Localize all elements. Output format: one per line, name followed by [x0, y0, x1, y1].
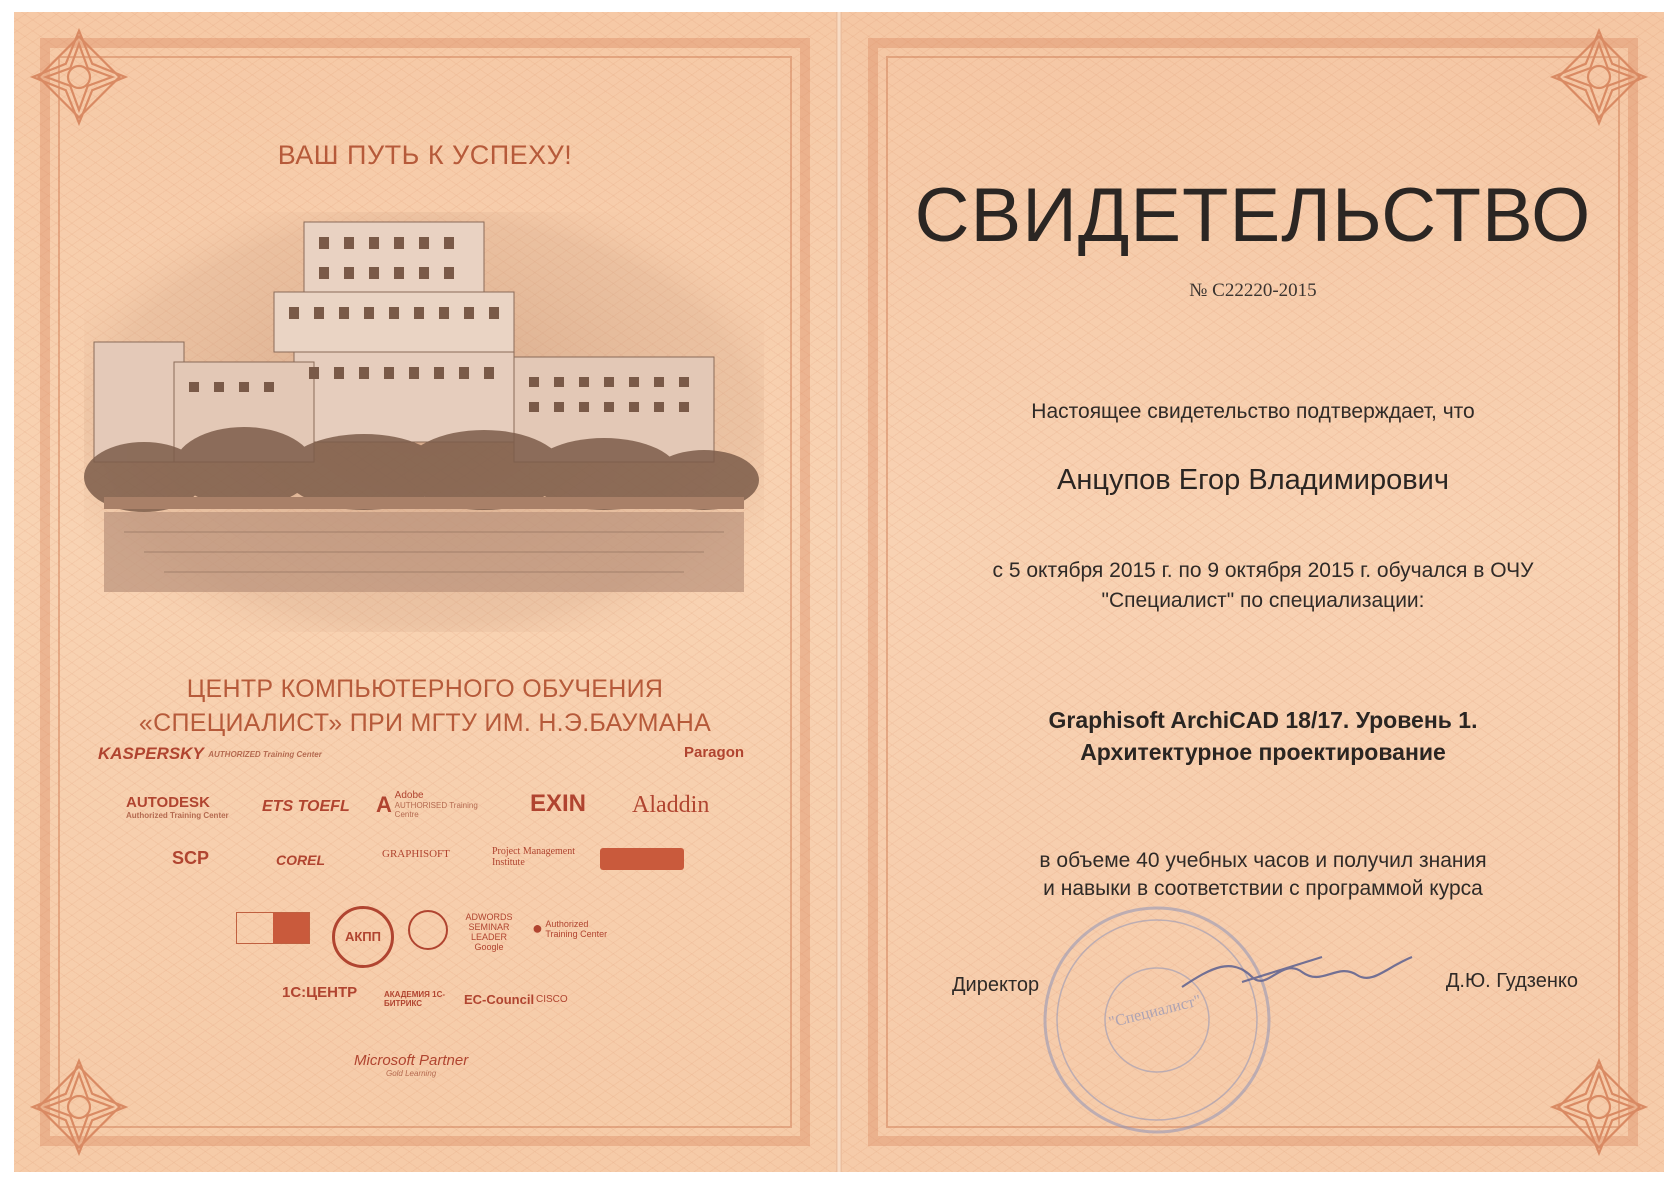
eccouncil-logo-text: EC-Council — [464, 992, 535, 1007]
certificate-number: № C22220-2015 — [1189, 280, 1317, 301]
apple-logo-text: Authorized Training Center — [545, 918, 608, 939]
aladdin-logo — [632, 792, 709, 819]
kaspersky-logo — [98, 744, 322, 764]
adobe-logo: A Adobe AUTHORISED Training Centre — [376, 790, 485, 819]
onec-logo-text: 1С:ЦЕНТР — [282, 984, 358, 1001]
recipient-name: Анцупов Егор Владимирович — [1057, 464, 1449, 496]
eccouncil-logo — [464, 992, 534, 1007]
exin-logo-text: EXIN — [530, 790, 587, 817]
corner-ornament-icon — [24, 22, 134, 132]
microsoft-logo-sub: Gold Learning — [385, 1069, 437, 1078]
kaspersky-logo-sub: AUTHORIZED Training Center — [208, 750, 322, 760]
corel-logo-text: COREL — [276, 852, 325, 868]
course-volume-line2: и навыки в соответствии с программой курса — [1043, 877, 1483, 900]
certificate-title: СВИДЕТЕЛЬСТВО — [914, 173, 1592, 258]
pmi-logo — [492, 846, 582, 868]
autodesk-logo — [126, 794, 229, 820]
toefl-logo-text: ETS TOEFL — [262, 798, 350, 815]
bitrix-logo — [384, 990, 454, 1008]
corner-ornament-icon — [24, 1052, 134, 1162]
bitrix-logo-text: АКАДЕМИЯ 1С-БИТРИКС — [384, 990, 446, 1008]
adobe-logo-sub: AUTHORISED Training Centre — [394, 801, 478, 819]
certificate-sheet — [14, 12, 1664, 1172]
akpp-logo — [332, 906, 394, 968]
study-dates-line1: с 5 октября 2015 г. по 9 октября 2015 г. обучался в ОЧУ — [992, 559, 1534, 582]
exin-logo — [530, 790, 586, 818]
onec-logo — [282, 984, 357, 1001]
adwords-logo-text: ADWORDS SEMINAR LEADER Google — [465, 912, 513, 952]
corner-ornament-icon — [1544, 1052, 1654, 1162]
scp-logo-text: SCP — [172, 848, 210, 868]
autodesk-logo-sub: Authorized Training Center — [126, 811, 229, 820]
building-photo — [84, 212, 764, 632]
microsoft-partner-logo — [354, 1052, 468, 1078]
study-dates-line2: "Специалист" по специализации: — [1101, 589, 1425, 612]
autodesk-logo-text: AUTODESK — [126, 794, 210, 811]
graphisoft-logo — [382, 848, 450, 860]
scp-logo — [172, 848, 209, 869]
course-volume-line1: в объеме 40 учебных часов и получил знания — [1039, 849, 1487, 872]
graphisoft-logo-text: GRAPHISOFT — [382, 848, 450, 860]
stamp-text: "Специалист" — [1107, 992, 1203, 1032]
adwords-logo — [464, 912, 514, 952]
director-signature — [1172, 927, 1442, 1017]
director-label: Директор — [952, 974, 1040, 996]
right-panel — [842, 12, 1664, 1172]
aladdin-logo-text: Aladdin — [632, 792, 710, 818]
course-title-line1: Graphisoft ArchiCAD 18/17. Уровень 1. — [1048, 707, 1478, 733]
center-name-line2: «СПЕЦИАЛИСТ» ПРИ МГТУ ИМ. Н.Э.БАУМАНА — [138, 709, 712, 737]
corner-ornament-icon — [1544, 22, 1654, 132]
apple-logo: ● Authorized Training Center — [532, 918, 615, 939]
corel-logo — [276, 852, 325, 868]
course-title-line2: Архитектурное проектирование — [1080, 739, 1446, 765]
paragon-logo — [684, 744, 744, 761]
paragon-logo-text: Paragon — [684, 744, 745, 761]
course-volume — [882, 847, 1644, 903]
adobe-logo-text: Adobe — [394, 790, 424, 801]
cisco-logo — [536, 994, 568, 1005]
pmi-logo-text: Project Management Institute — [492, 846, 576, 868]
director-name: Д.Ю. Гудзенко — [1445, 970, 1578, 992]
center-name-line1: ЦЕНТР КОМПЬЮТЕРНОГО ОБУЧЕНИЯ — [186, 675, 664, 703]
auth-center-badge-icon — [600, 848, 684, 870]
left-panel — [14, 12, 836, 1172]
toefl-logo — [262, 798, 350, 816]
training-center-name — [14, 672, 836, 740]
linux-logo-icon — [408, 910, 448, 950]
solidworks-logo-icon — [236, 912, 310, 944]
kaspersky-logo-text: KASPERSKY — [98, 744, 204, 763]
slogan: ВАШ ПУТЬ К УСПЕХУ! — [277, 140, 573, 170]
akpp-logo-text: АКПП — [344, 929, 381, 944]
study-dates — [882, 556, 1644, 616]
cisco-logo-text: CISCO — [536, 994, 568, 1005]
confirmation-text: Настоящее свидетельство подтверждает, что — [1031, 400, 1475, 423]
microsoft-logo-text: Microsoft Partner — [354, 1052, 469, 1069]
course-title — [882, 704, 1644, 768]
